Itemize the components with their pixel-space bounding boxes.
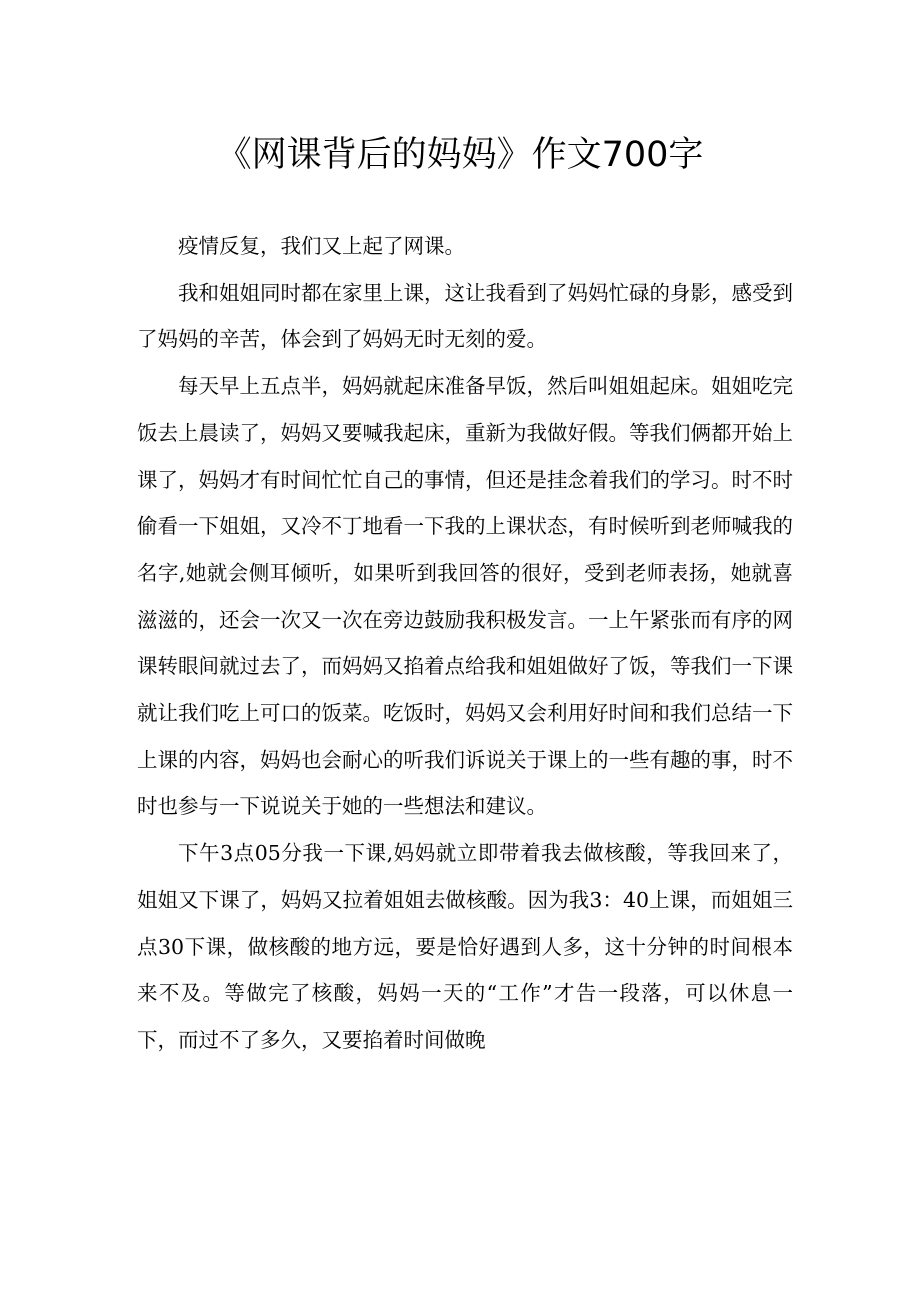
document-body (137, 223, 793, 1064)
paragraph-3: 每天早上五点半，妈妈就起床准备早饭，然后叫姐姐起床。姐姐吃完饭去上晨读了，妈妈又要喊我起床，重新为我做好假。等我们俩都开始上课了，妈妈才有时间忙忙自己的事情，但还是挂念着我们的学习。时不时偷看一下姐姐，又冷不丁地看一下我的上课状态，有时候听到老师喊我的名字,她就会侧耳倾听，如果听到我回答的很好，受到老师表扬，她就喜滋滋的，还会一次又一次在旁边鼓励我积极发言。一上午紧张而有序的网课转眼间就过去了，而妈妈又掐着点给我和姐姐做好了饭，等我们一下课就让我们吃上可口的饭菜。吃饭时，妈妈又会利用好时间和我们总结一下上课的内容，妈妈也会耐心的听我们诉说关于课上的一些有趣的事，时不时也参与一下说说关于她的一些想法和建议。 (137, 374, 793, 819)
paragraph-2: 我和姐姐同时都在家里上课，这让我看到了妈妈忙碌的身影，感受到了妈妈的辛苦，体会到了妈妈无时无刻的爱。 (137, 280, 793, 352)
document-title: 《网课背后的妈妈》作文700字 (216, 135, 704, 175)
paragraph-4: 下午3点05分我一下课,妈妈就立即带着我去做核酸，等我回来了，姐姐又下课了，妈妈又拉着姐姐去做核酸。因为我3：40上课，而姐姐三点30下课，做核酸的地方远，要是恰好遇到人多，这十分钟的时间根本来不及。等做完了核酸，妈妈一天的“工作”才告一段落，可以休息一下，而过不了多久，又要掐着时间做晚 (137, 841, 793, 1052)
paragraph-1: 疫情反复，我们又上起了网课。 (178, 234, 465, 258)
